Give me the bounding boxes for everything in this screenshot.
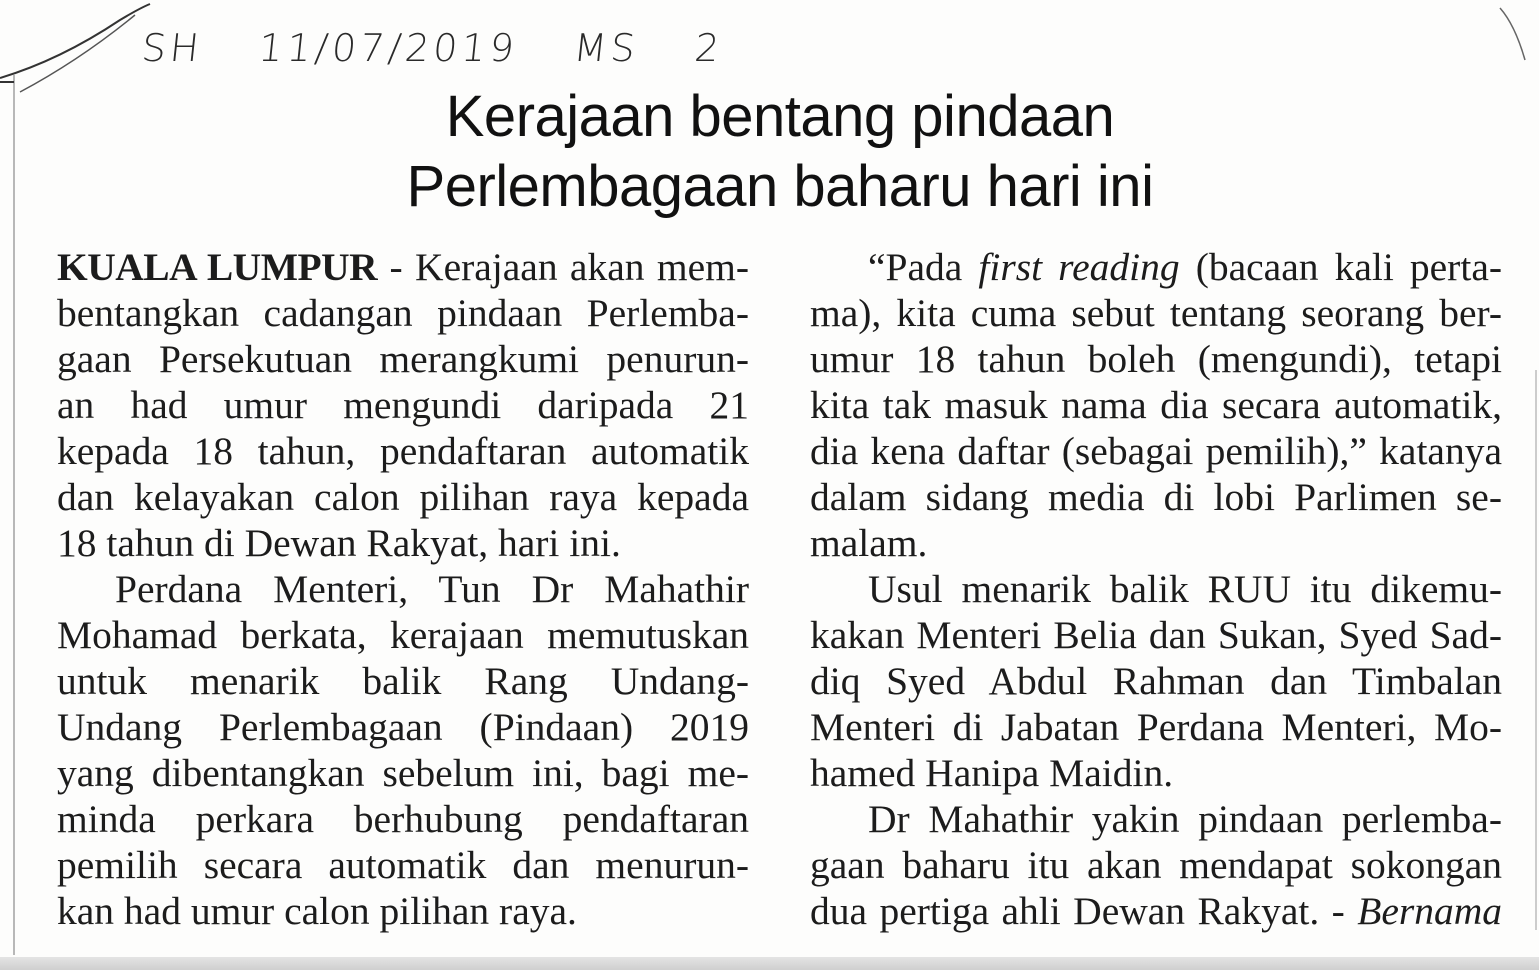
- scan-right-edge: [1535, 370, 1537, 930]
- italic-phrase: first reading: [978, 245, 1180, 289]
- article-column-left: [57, 244, 749, 934]
- text-line: gaan Persekutuan merangkumi penurun-: [57, 337, 749, 381]
- text-line: malam.: [810, 521, 928, 565]
- text-line: umur 18 tahun boleh (mengundi), tetapi: [810, 337, 1502, 381]
- headline-line-2: Perlembagaan baharu hari ini: [406, 154, 1154, 219]
- text-line: dalam sidang media di lobi Parlimen se-: [810, 475, 1502, 519]
- article-headline: [300, 82, 1260, 222]
- text-line: yang dibentangkan sebelum ini, bagi me-: [57, 751, 749, 795]
- handwritten-note: [140, 26, 726, 70]
- text-line: kepada 18 tahun, pendaftaran automatik: [57, 429, 749, 473]
- text-line: kakan Menteri Belia dan Sukan, Syed Sad-: [810, 613, 1502, 657]
- text-line: dia kena daftar (sebagai pemilih),” katanya: [810, 429, 1502, 473]
- text-line: KUALA LUMPUR - Kerajaan akan mem-: [57, 245, 749, 289]
- text-line: Menteri di Jabatan Perdana Menteri, Mo-: [810, 705, 1502, 749]
- dateline: KUALA LUMPUR: [57, 245, 378, 289]
- text-line: diq Syed Abdul Rahman dan Timbalan: [810, 659, 1502, 703]
- text-line: minda perkara berhubung pendaftaran: [57, 797, 749, 841]
- text-line: Dr Mahathir yakin pindaan perlemba-: [868, 797, 1502, 841]
- handwritten-date: 11/07/2019: [256, 26, 521, 70]
- scan-bottom-band: [0, 957, 1539, 970]
- text-line: kita tak masuk nama dia secara automatik,: [810, 383, 1502, 427]
- text-line: Usul menarik balik RUU itu dikemu-: [868, 567, 1502, 611]
- headline-line-1: Kerajaan bentang pindaan: [445, 84, 1115, 149]
- text-line: pemilih secara automatik dan menurun-: [57, 843, 749, 887]
- byline: Bernama: [1357, 889, 1502, 933]
- text-line: bentangkan cadangan pindaan Perlemba-: [57, 291, 749, 335]
- text-line: kan had umur calon pilihan raya.: [57, 889, 577, 933]
- text-line: gaan baharu itu akan mendapat sokongan: [810, 843, 1502, 887]
- text-line: 18 tahun di Dewan Rakyat, hari ini.: [57, 521, 621, 565]
- handwritten-source: SH: [139, 26, 206, 70]
- text-line: “Pada first reading (bacaan kali perta-: [868, 245, 1502, 289]
- text-line: ma), kita cuma sebut tentang seorang ber-: [810, 291, 1502, 335]
- text-line: Undang Perlembagaan (Pindaan) 2019: [57, 705, 749, 749]
- article-column-right: [810, 244, 1502, 934]
- text-line: hamed Hanipa Maidin.: [810, 751, 1174, 795]
- text-line: an had umur mengundi daripada 21: [57, 383, 749, 427]
- handwritten-page: MS 2: [571, 26, 726, 70]
- text-line: dua pertiga ahli Dewan Rakyat. - Bernama: [810, 889, 1502, 933]
- text-line: dan kelayakan calon pilihan raya kepada: [57, 475, 749, 519]
- scan-border-line: [13, 75, 15, 955]
- text-line: Mohamad berkata, kerajaan memutuskan: [57, 613, 749, 657]
- text-line: Perdana Menteri, Tun Dr Mahathir: [115, 567, 749, 611]
- text-line: untuk menarik balik Rang Undang-: [57, 659, 749, 703]
